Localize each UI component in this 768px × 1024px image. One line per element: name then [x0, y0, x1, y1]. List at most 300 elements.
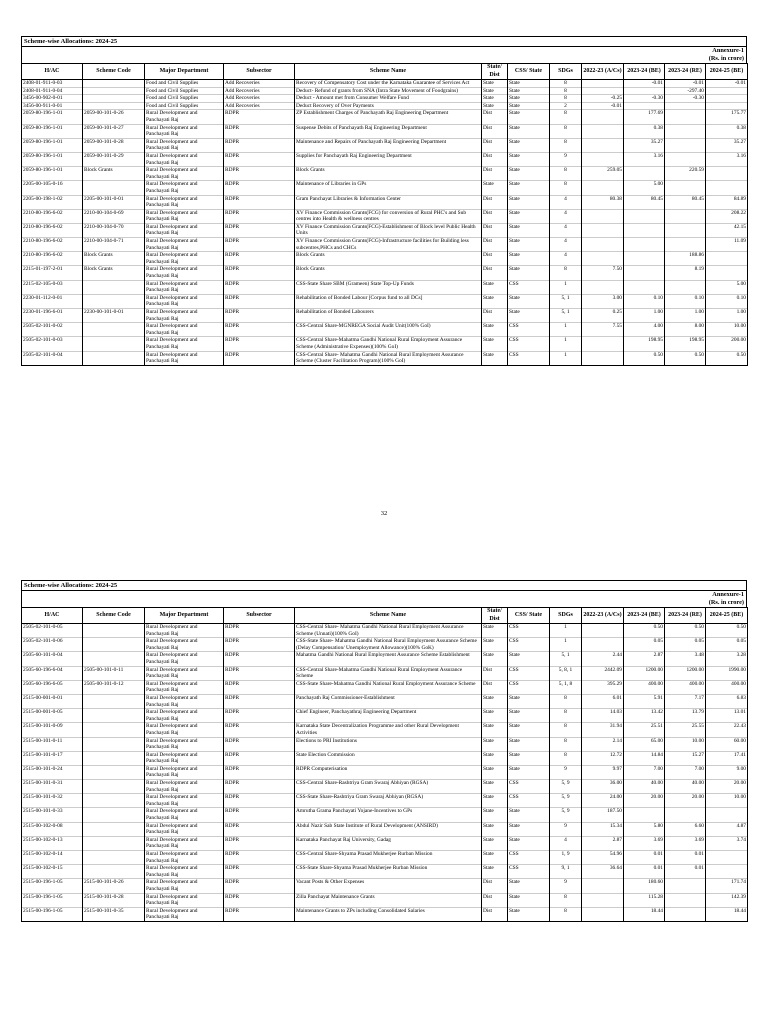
- hac-cell: 2515-00-196-1-05: [22, 879, 83, 893]
- scheme-code-cell: [83, 294, 145, 308]
- subsector-cell: RDPR: [224, 879, 295, 893]
- state-dist-cell: State: [482, 808, 508, 822]
- hac-cell: 2515-00-101-0-31: [22, 780, 83, 794]
- page-title: Scheme-wise Allocations: 2024-25: [21, 580, 747, 591]
- major-department-cell: Rural Development and Panchayati Raj: [145, 652, 224, 666]
- be-2024-25-cell: [706, 102, 748, 110]
- re-2023-24-cell: 220.59: [665, 167, 706, 181]
- table-row: [22, 181, 748, 195]
- table-row: [22, 87, 748, 95]
- css-state-cell: State: [508, 808, 550, 822]
- scheme-name-cell: Gram Panchayat Libraries & Information Center: [295, 195, 482, 209]
- column-header: SDGs: [550, 64, 582, 80]
- page-title: Scheme-wise Allocations: 2024-25: [21, 36, 747, 47]
- subsector-cell: RDPR: [224, 337, 295, 351]
- hac-cell: 2408-01-911-0-04: [22, 87, 83, 95]
- subsector-cell: RDPR: [224, 680, 295, 694]
- scheme-name-cell: CSS-Central Share-Shyama Prasad Mukherjee Rurban Mission: [295, 851, 482, 865]
- sdgs-cell: 4: [550, 223, 582, 237]
- state-dist-cell: Dist: [482, 152, 508, 166]
- annexure-label: Annexure-1: [21, 47, 747, 55]
- be-2024-25-cell: 60.00: [706, 737, 748, 751]
- subsector-cell: RDPR: [224, 794, 295, 808]
- major-department-cell: Rural Development and Panchayati Raj: [145, 280, 224, 294]
- be-2023-24-cell: 13.42: [624, 709, 665, 723]
- scheme-name-cell: CSS-Central Share-Mahatma Gandhi National Rural Employment Assurance Scheme: [295, 666, 482, 680]
- table-row: [22, 808, 748, 822]
- actuals-2022-23-cell: 3.00: [582, 294, 624, 308]
- be-2024-25-cell: 142.39: [706, 893, 748, 907]
- scheme-code-cell: 2515-00-101-0-35: [83, 907, 145, 921]
- subsector-cell: RDPR: [224, 694, 295, 708]
- hac-cell: 2230-01-196-6-01: [22, 309, 83, 323]
- sdgs-cell: 1: [550, 351, 582, 365]
- be-2023-24-cell: [624, 102, 665, 110]
- scheme-name-cell: Elections to PRI Institutions: [295, 737, 482, 751]
- scheme-code-cell: [83, 652, 145, 666]
- hac-cell: 2059-80-196-1-01: [22, 138, 83, 152]
- subsector-cell: RDPR: [224, 152, 295, 166]
- re-2023-24-cell: 0.01: [665, 865, 706, 879]
- units-label: (Rs. in crore): [21, 599, 747, 607]
- actuals-2022-23-cell: 6.01: [582, 694, 624, 708]
- re-2023-24-cell: [665, 102, 706, 110]
- table-row: [22, 624, 748, 638]
- subsector-cell: RDPR: [224, 280, 295, 294]
- be-2023-24-cell: 0.01: [624, 865, 665, 879]
- scheme-name-cell: Maintenance Grants to ZPs including Consolidated Salaries: [295, 907, 482, 921]
- major-department-cell: Rural Development and Panchayati Raj: [145, 680, 224, 694]
- page-2: [21, 580, 747, 922]
- sdgs-cell: 8: [550, 907, 582, 921]
- state-dist-cell: Dist: [482, 879, 508, 893]
- scheme-name-cell: RDPR Computerisation: [295, 765, 482, 779]
- be-2023-24-cell: 14.84: [624, 751, 665, 765]
- major-department-cell: Rural Development and Panchayati Raj: [145, 252, 224, 266]
- table-row: [22, 765, 748, 779]
- be-2024-25-cell: 171.74: [706, 879, 748, 893]
- hac-cell: 2210-80-196-6-02: [22, 252, 83, 266]
- sdgs-cell: 1: [550, 638, 582, 652]
- state-dist-cell: State: [482, 851, 508, 865]
- table-row: [22, 709, 748, 723]
- css-state-cell: CSS: [508, 780, 550, 794]
- state-dist-cell: Dist: [482, 893, 508, 907]
- actuals-2022-23-cell: [582, 181, 624, 195]
- sdgs-cell: 8: [550, 95, 582, 103]
- re-2023-24-cell: 6.60: [665, 822, 706, 836]
- sdgs-cell: 5, 8, 1: [550, 666, 582, 680]
- table-row: [22, 351, 748, 365]
- actuals-2022-23-cell: 9.97: [582, 765, 624, 779]
- major-department-cell: Rural Development and Panchayati Raj: [145, 694, 224, 708]
- state-dist-cell: State: [482, 87, 508, 95]
- state-dist-cell: Dist: [482, 252, 508, 266]
- table-row: [22, 167, 748, 181]
- hac-cell: 2505-02-101-0-04: [22, 351, 83, 365]
- scheme-code-cell: [83, 351, 145, 365]
- state-dist-cell: State: [482, 102, 508, 110]
- be-2024-25-cell: 400.00: [706, 680, 748, 694]
- scheme-code-cell: [83, 865, 145, 879]
- re-2023-24-cell: -0.30: [665, 95, 706, 103]
- major-department-cell: Rural Development and Panchayati Raj: [145, 865, 224, 879]
- re-2023-24-cell: 13.79: [665, 709, 706, 723]
- hac-cell: 2205-00-198-1-02: [22, 195, 83, 209]
- column-header: 2023-24 (BE): [624, 608, 665, 624]
- state-dist-cell: State: [482, 836, 508, 850]
- re-2023-24-cell: [665, 238, 706, 252]
- scheme-name-cell: Deduct- Refund of grants from SNA (Intra State Movement of Foodgrains): [295, 87, 482, 95]
- css-state-cell: State: [508, 751, 550, 765]
- annexure-label: Annexure-1: [21, 591, 747, 599]
- state-dist-cell: Dist: [482, 680, 508, 694]
- sdgs-cell: 4: [550, 209, 582, 223]
- major-department-cell: Rural Development and Panchayati Raj: [145, 337, 224, 351]
- re-2023-24-cell: 0.05: [665, 638, 706, 652]
- major-department-cell: Food and Civil Supplies: [145, 80, 224, 88]
- state-dist-cell: State: [482, 709, 508, 723]
- table-row: [22, 723, 748, 737]
- actuals-2022-23-cell: [582, 138, 624, 152]
- scheme-name-cell: Zilla Panchayat Maintenance Grants: [295, 893, 482, 907]
- units-label: (Rs. in crore): [21, 55, 747, 63]
- be-2024-25-cell: 0.10: [706, 294, 748, 308]
- re-2023-24-cell: [665, 209, 706, 223]
- actuals-2022-23-cell: [582, 223, 624, 237]
- subsector-cell: RDPR: [224, 893, 295, 907]
- sdgs-cell: 8: [550, 694, 582, 708]
- css-state-cell: State: [508, 765, 550, 779]
- subsector-cell: RDPR: [224, 652, 295, 666]
- scheme-name-cell: Chief Engineer, Panchayathraj Engineering Department: [295, 709, 482, 723]
- column-header: H/AC: [22, 608, 83, 624]
- be-2023-24-cell: [624, 238, 665, 252]
- be-2024-25-cell: 3.74: [706, 836, 748, 850]
- table-body: [22, 624, 748, 922]
- sdgs-cell: 4: [550, 238, 582, 252]
- hac-cell: 2505-02-101-0-02: [22, 323, 83, 337]
- re-2023-24-cell: 1.00: [665, 309, 706, 323]
- sdgs-cell: 1: [550, 624, 582, 638]
- major-department-cell: Rural Development and Panchayati Raj: [145, 765, 224, 779]
- table-row: [22, 694, 748, 708]
- re-2023-24-cell: 0.50: [665, 351, 706, 365]
- actuals-2022-23-cell: 12.72: [582, 751, 624, 765]
- table-row: [22, 266, 748, 280]
- column-header: Scheme Name: [295, 608, 482, 624]
- css-state-cell: State: [508, 737, 550, 751]
- sdgs-cell: 8: [550, 893, 582, 907]
- major-department-cell: Rural Development and Panchayati Raj: [145, 666, 224, 680]
- css-state-cell: State: [508, 124, 550, 138]
- state-dist-cell: State: [482, 751, 508, 765]
- be-2024-25-cell: 0.50: [706, 624, 748, 638]
- css-state-cell: CSS: [508, 280, 550, 294]
- scheme-name-cell: XV Finance Commission Grants(FCG) for conversion of Rural PHC's and Sub centres into Health & wellness centres: [295, 209, 482, 223]
- scheme-name-cell: CSS-State Share-Rashtriya Gram Swaraj Abhiyan (RGSA): [295, 794, 482, 808]
- be-2023-24-cell: 18.44: [624, 907, 665, 921]
- scheme-code-cell: [83, 80, 145, 88]
- major-department-cell: Rural Development and Panchayati Raj: [145, 638, 224, 652]
- major-department-cell: Rural Development and Panchayati Raj: [145, 879, 224, 893]
- be-2023-24-cell: 35.27: [624, 138, 665, 152]
- state-dist-cell: State: [482, 794, 508, 808]
- state-dist-cell: State: [482, 95, 508, 103]
- css-state-cell: State: [508, 167, 550, 181]
- table-row: [22, 209, 748, 223]
- be-2024-25-cell: 18.44: [706, 907, 748, 921]
- be-2024-25-cell: 35.27: [706, 138, 748, 152]
- re-2023-24-cell: 7.00: [665, 765, 706, 779]
- re-2023-24-cell: [665, 808, 706, 822]
- subsector-cell: RDPR: [224, 323, 295, 337]
- re-2023-24-cell: [665, 879, 706, 893]
- state-dist-cell: State: [482, 765, 508, 779]
- css-state-cell: CSS: [508, 680, 550, 694]
- scheme-name-cell: CSS-Central Share-Mahatma Gandhi National Rural Employment Assurance Scheme (Administrative Expenses)(100% GoI): [295, 337, 482, 351]
- scheme-code-cell: [83, 87, 145, 95]
- hac-cell: 2515-00-101-0-33: [22, 808, 83, 822]
- subsector-cell: RDPR: [224, 294, 295, 308]
- subsector-cell: RDPR: [224, 266, 295, 280]
- column-header: Scheme Code: [83, 64, 145, 80]
- scheme-name-cell: XV Finance Commission Grants(FCG)-Establishment of Block level Public Health Units: [295, 223, 482, 237]
- sdgs-cell: 8: [550, 124, 582, 138]
- scheme-code-cell: [83, 765, 145, 779]
- css-state-cell: State: [508, 836, 550, 850]
- re-2023-24-cell: 15.27: [665, 751, 706, 765]
- hac-cell: 2515-00-196-1-05: [22, 893, 83, 907]
- column-header: 2023-24 (RE): [665, 64, 706, 80]
- be-2024-25-cell: 9.00: [706, 765, 748, 779]
- scheme-code-cell: [83, 280, 145, 294]
- be-2024-25-cell: 10.00: [706, 794, 748, 808]
- scheme-name-cell: Karnataka Panchayat Raj University, Gadag: [295, 836, 482, 850]
- table-row: [22, 680, 748, 694]
- state-dist-cell: Dist: [482, 195, 508, 209]
- sdgs-cell: 9: [550, 879, 582, 893]
- hac-cell: 2408-01-911-0-03: [22, 80, 83, 88]
- hac-cell: 2515-00-101-0-09: [22, 723, 83, 737]
- scheme-name-cell: Block Grants: [295, 167, 482, 181]
- be-2024-25-cell: 84.89: [706, 195, 748, 209]
- major-department-cell: Rural Development and Panchayati Raj: [145, 851, 224, 865]
- be-2024-25-cell: 3.16: [706, 152, 748, 166]
- scheme-code-cell: [83, 337, 145, 351]
- be-2023-24-cell: 5.80: [624, 822, 665, 836]
- table-body: [22, 80, 748, 366]
- actuals-2022-23-cell: 15.34: [582, 822, 624, 836]
- table-row: [22, 252, 748, 266]
- css-state-cell: State: [508, 152, 550, 166]
- state-dist-cell: Dist: [482, 138, 508, 152]
- table-row: [22, 794, 748, 808]
- be-2024-25-cell: 5.00: [706, 280, 748, 294]
- actuals-2022-23-cell: [582, 124, 624, 138]
- re-2023-24-cell: -0.01: [665, 80, 706, 88]
- actuals-2022-23-cell: 395.29: [582, 680, 624, 694]
- actuals-2022-23-cell: [582, 337, 624, 351]
- be-2023-24-cell: 80.45: [624, 195, 665, 209]
- major-department-cell: Food and Civil Supplies: [145, 95, 224, 103]
- table-row: [22, 124, 748, 138]
- scheme-name-cell: CSS-State Share- Mahatma Gandhi National Rural Employment Assurance Scheme (Delay Compensation/ Unemployment Allowance)(100% GoK): [295, 638, 482, 652]
- scheme-name-cell: CSS-State Share-Shyama Prasad Mukherjee Rurban Mission: [295, 865, 482, 879]
- actuals-2022-23-cell: 259.05: [582, 167, 624, 181]
- subsector-cell: RDPR: [224, 836, 295, 850]
- table-header-row: [22, 608, 748, 624]
- subsector-cell: RDPR: [224, 865, 295, 879]
- re-2023-24-cell: 1200.00: [665, 666, 706, 680]
- actuals-2022-23-cell: 36.00: [582, 780, 624, 794]
- sdgs-cell: 5, 9: [550, 780, 582, 794]
- scheme-code-cell: [83, 723, 145, 737]
- major-department-cell: Food and Civil Supplies: [145, 87, 224, 95]
- sdgs-cell: 1: [550, 280, 582, 294]
- table-header-row: [22, 64, 748, 80]
- subsector-cell: RDPR: [224, 181, 295, 195]
- sdgs-cell: 8: [550, 751, 582, 765]
- be-2023-24-cell: 3.69: [624, 836, 665, 850]
- scheme-code-cell: 2505-00-101-0-12: [83, 680, 145, 694]
- state-dist-cell: Dist: [482, 223, 508, 237]
- table-row: [22, 152, 748, 166]
- be-2024-25-cell: 0.50: [706, 351, 748, 365]
- re-2023-24-cell: [665, 152, 706, 166]
- hac-cell: 2505-60-196-6-05: [22, 680, 83, 694]
- column-header: 2022-23 (A/Cs): [582, 608, 624, 624]
- css-state-cell: State: [508, 209, 550, 223]
- css-state-cell: State: [508, 694, 550, 708]
- hac-cell: 2505-60-101-0-04: [22, 652, 83, 666]
- be-2024-25-cell: 4.87: [706, 822, 748, 836]
- be-2024-25-cell: [706, 808, 748, 822]
- be-2023-24-cell: 25.51: [624, 723, 665, 737]
- re-2023-24-cell: 8.19: [665, 266, 706, 280]
- scheme-code-cell: [83, 851, 145, 865]
- scheme-name-cell: Suspense Debits of Panchayath Raj Engineering Department: [295, 124, 482, 138]
- sdgs-cell: 5, 1: [550, 652, 582, 666]
- major-department-cell: Rural Development and Panchayati Raj: [145, 751, 224, 765]
- table-row: [22, 751, 748, 765]
- actuals-2022-23-cell: 2.14: [582, 737, 624, 751]
- sdgs-cell: 2: [550, 102, 582, 110]
- actuals-2022-23-cell: 54.96: [582, 851, 624, 865]
- subsector-cell: RDPR: [224, 780, 295, 794]
- be-2024-25-cell: [706, 266, 748, 280]
- major-department-cell: Rural Development and Panchayati Raj: [145, 138, 224, 152]
- actuals-2022-23-cell: [582, 907, 624, 921]
- be-2024-25-cell: 22.43: [706, 723, 748, 737]
- subsector-cell: RDPR: [224, 822, 295, 836]
- scheme-name-cell: Block Grants: [295, 252, 482, 266]
- actuals-2022-23-cell: 31.94: [582, 723, 624, 737]
- sdgs-cell: 8: [550, 87, 582, 95]
- re-2023-24-cell: [665, 138, 706, 152]
- be-2024-25-cell: 13.01: [706, 709, 748, 723]
- be-2023-24-cell: 400.00: [624, 680, 665, 694]
- column-header: Scheme Name: [295, 64, 482, 80]
- css-state-cell: State: [508, 87, 550, 95]
- actuals-2022-23-cell: 24.00: [582, 794, 624, 808]
- sdgs-cell: 8: [550, 181, 582, 195]
- major-department-cell: Rural Development and Panchayati Raj: [145, 822, 224, 836]
- re-2023-24-cell: 25.55: [665, 723, 706, 737]
- table-row: [22, 323, 748, 337]
- column-header: Major Department: [145, 64, 224, 80]
- scheme-code-cell: 2515-00-101-0-26: [83, 879, 145, 893]
- subsector-cell: RDPR: [224, 851, 295, 865]
- be-2023-24-cell: 0.50: [624, 624, 665, 638]
- subsector-cell: RDPR: [224, 110, 295, 124]
- column-header: 2023-24 (BE): [624, 64, 665, 80]
- table-row: [22, 865, 748, 879]
- major-department-cell: Rural Development and Panchayati Raj: [145, 309, 224, 323]
- scheme-code-cell: [83, 323, 145, 337]
- actuals-2022-23-cell: [582, 879, 624, 893]
- hac-cell: 2505-02-101-0-03: [22, 337, 83, 351]
- scheme-code-cell: 2205-00-101-0-01: [83, 195, 145, 209]
- hac-cell: 2515-00-102-0-15: [22, 865, 83, 879]
- major-department-cell: Rural Development and Panchayati Raj: [145, 893, 224, 907]
- css-state-cell: CSS: [508, 323, 550, 337]
- hac-cell: 2515-00-001-0-01: [22, 694, 83, 708]
- css-state-cell: State: [508, 309, 550, 323]
- actuals-2022-23-cell: [582, 351, 624, 365]
- actuals-2022-23-cell: 2442.09: [582, 666, 624, 680]
- page-number: 32: [380, 510, 388, 517]
- scheme-name-cell: CSS-Central Share- Mahatma Gandhi National Rural Employment Assurance Scheme (Cluster Facilitation Program)(100% GoI): [295, 351, 482, 365]
- css-state-cell: CSS: [508, 638, 550, 652]
- be-2023-24-cell: 3.16: [624, 152, 665, 166]
- re-2023-24-cell: 198.95: [665, 337, 706, 351]
- major-department-cell: Rural Development and Panchayati Raj: [145, 737, 224, 751]
- scheme-code-cell: [83, 836, 145, 850]
- hac-cell: 2215-01-197-2-01: [22, 266, 83, 280]
- be-2024-25-cell: 3.28: [706, 652, 748, 666]
- be-2023-24-cell: [624, 280, 665, 294]
- sdgs-cell: 5, 9: [550, 808, 582, 822]
- re-2023-24-cell: 0.01: [665, 851, 706, 865]
- be-2023-24-cell: 180.60: [624, 879, 665, 893]
- be-2023-24-cell: 40.00: [624, 780, 665, 794]
- sdgs-cell: 8: [550, 138, 582, 152]
- sdgs-cell: 9: [550, 765, 582, 779]
- subsector-cell: Add Recoveries: [224, 102, 295, 110]
- subsector-cell: RDPR: [224, 709, 295, 723]
- be-2023-24-cell: 115.28: [624, 893, 665, 907]
- be-2023-24-cell: -0.30: [624, 95, 665, 103]
- subsector-cell: RDPR: [224, 238, 295, 252]
- re-2023-24-cell: 7.17: [665, 694, 706, 708]
- state-dist-cell: State: [482, 351, 508, 365]
- table-row: [22, 652, 748, 666]
- state-dist-cell: State: [482, 638, 508, 652]
- scheme-name-cell: Recovery of Compensatory Cost under the Karnataka Guarantee of Services Act: [295, 80, 482, 88]
- re-2023-24-cell: 0.10: [665, 294, 706, 308]
- sdgs-cell: 8: [550, 110, 582, 124]
- be-2023-24-cell: 0.05: [624, 638, 665, 652]
- css-state-cell: State: [508, 893, 550, 907]
- scheme-code-cell: [83, 822, 145, 836]
- hac-cell: 2515-00-102-0-08: [22, 822, 83, 836]
- be-2023-24-cell: 5.00: [624, 181, 665, 195]
- hac-cell: 2210-80-196-6-02: [22, 238, 83, 252]
- re-2023-24-cell: 20.00: [665, 794, 706, 808]
- hac-cell: 2230-01-112-0-01: [22, 294, 83, 308]
- scheme-code-cell: [83, 624, 145, 638]
